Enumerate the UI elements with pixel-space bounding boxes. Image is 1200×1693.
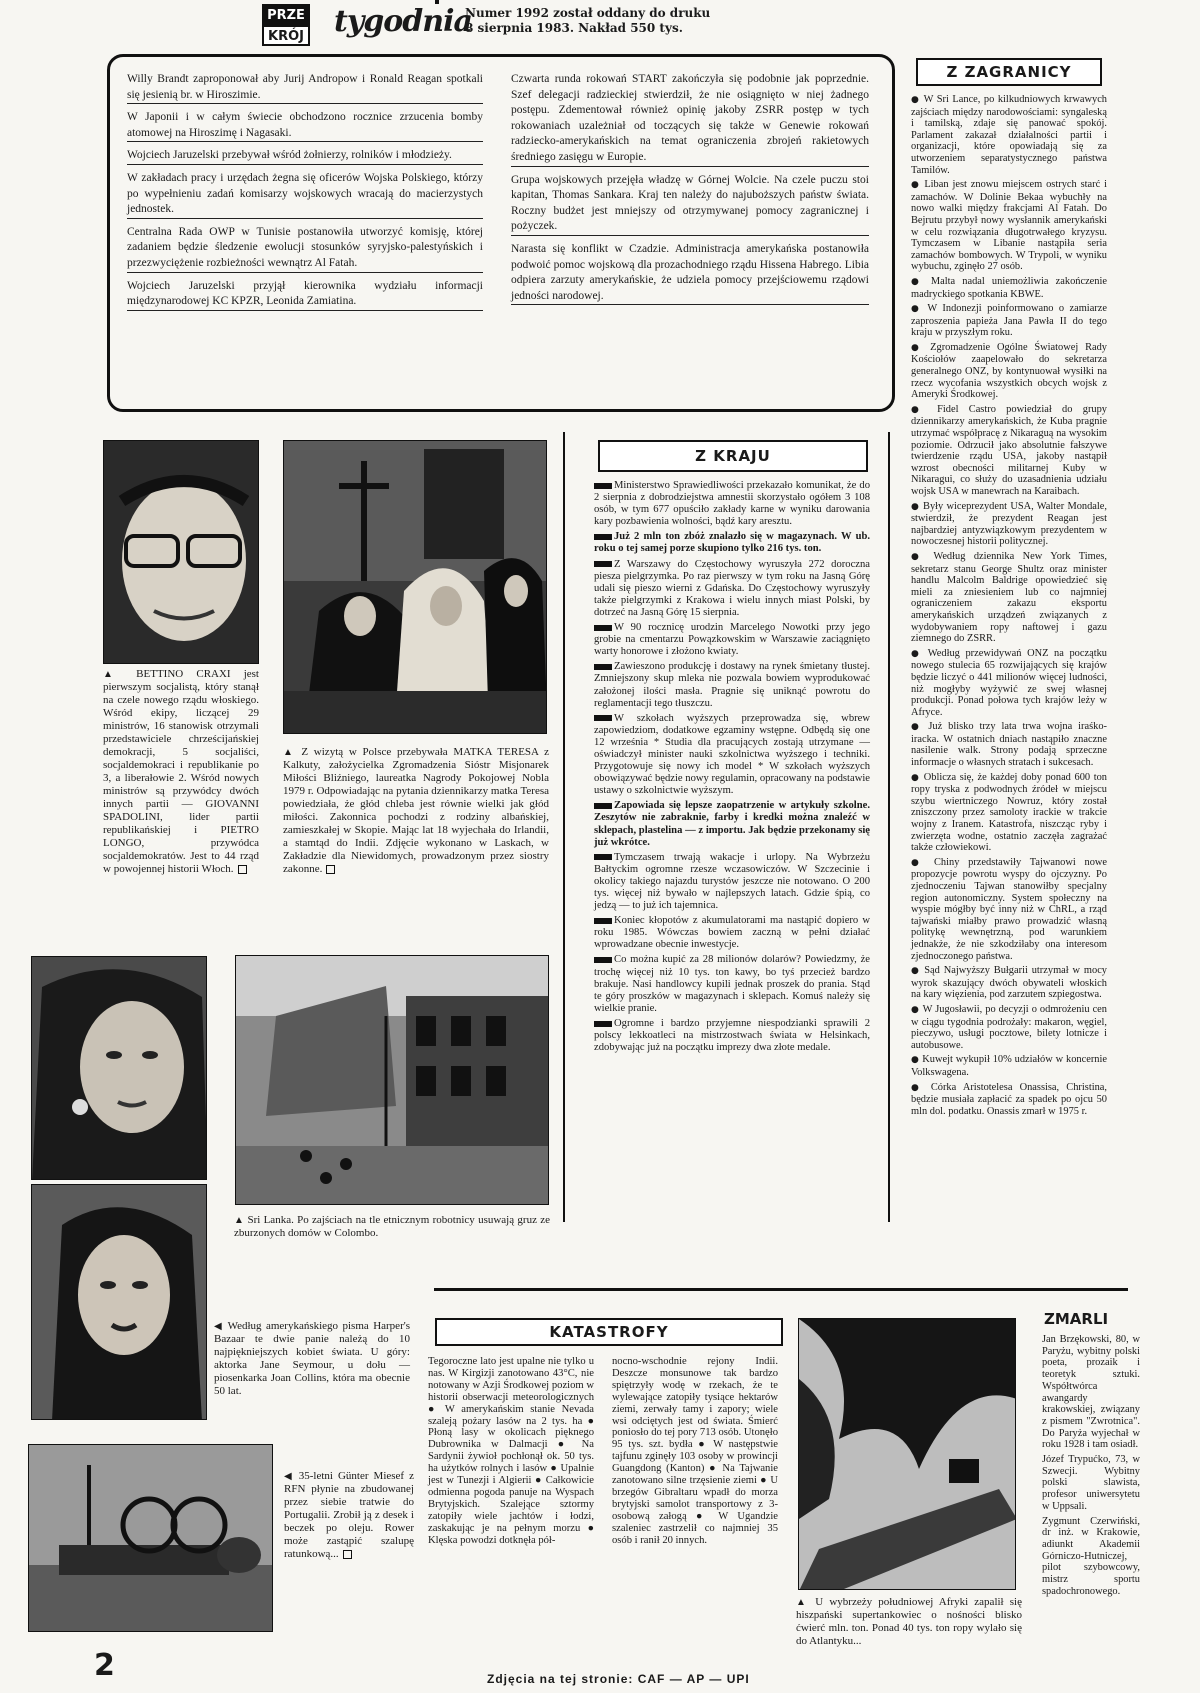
- news-item: Centralna Rada OWP w Tunisie postanowiła utworzyć komisję, której zadaniem będzie śledzenie ewolucji stosunków syryjsko-palestyńskich i przezwyciężenie rozbieżności wewnątrz Al Fatah.: [127, 225, 483, 273]
- bullet-icon: ●: [911, 1004, 923, 1015]
- zagranicy-item: ● Fidel Castro powiedział do grupy dziennikarzy amerykańskich, że Kuba pragnie utrzymać współpracę z Nikaraguą na wysokim poziomie. Odrzucił jako absolutnie fałszywe twierdzenie rządu USA, jakoby nastąpił wzrost obecności militarnej Kuby w Nikaragui, co służy do uzasadnienia udziału wojsk USA w manewrach na Karaibach.: [911, 403, 1107, 497]
- przekroj-logo: [262, 4, 310, 46]
- issue-info: [465, 6, 710, 36]
- zkraju-item: W szkołach wyższych przeprowadza się, wbrew zapowiedziom, dodatkowe egzaminy wstępne. Odbędą się one 12 września * Studia dla pracujących zostają utrzymane — oświadczył minister nauki szkolnictwa wyższego i techniki. Przygotowuje się nowy ich model * W szkołach wyższych obowiązywać będzie nowy regulamin, opracowany na podstawie ustawy o szkolnictwie wyższym.: [594, 712, 870, 797]
- masthead-title: tygodnia: [334, 4, 472, 39]
- section-header-zagranicy: Z ZAGRANICY: [916, 58, 1102, 86]
- zagranicy-item: ● Liban jest znowu miejscem ostrych starć i zamachów. W Dolinie Bekaa wybuchły na nowo walki między frakcjami Al Fatah. Do Bejrutu przybył nowy wysłannik amerykański w celu rozwiązania długotrwałego kryzysu. Tymczasem w Libanie nastąpiła seria zamachów bombowych. W Trypoli, w wyniku wybuchu, zginęło 27 osób.: [911, 179, 1107, 273]
- zagranicy-item: ● Malta nadal uniemożliwia zakończenie madryckiego spotkania KBWE.: [911, 275, 1107, 300]
- zkraju-item: Koniec kłopotów z akumulatorami ma nastąpić dopiero w roku 1985. Wówczas bowiem zaczną w pełni działać wprowadzane obecnie inwestycje.: [594, 915, 870, 951]
- bullet-icon: ●: [911, 95, 924, 105]
- obituary-item: Zygmunt Czerwiński, dr inż. w Krakowie, adiunkt Akademii Górniczo-Hutniczej, pilot szybowcowy, mistrz sportu spadochronowego.: [1042, 1515, 1140, 1597]
- zkraju-item: Zawieszono produkcję i dostawy na rynek śmietany tłustej. Zmniejszony skup mleka nie pozwala bowiem wyprodukować założonej ilości masła. Pragnie się uniknąć powrotu do reglamentacji tego tłuszczu.: [594, 661, 870, 709]
- triangle-icon: ◀: [214, 1321, 228, 1332]
- caption-tanker: ▲ U wybrzeży południowej Afryki zapalił się hiszpański supertankowiec o nośności blisko ćwierć mln. ton. Ponad 40 tys. ton ropy wylało się do Atlantyku...: [796, 1596, 1022, 1647]
- column-divider: [563, 432, 565, 1222]
- katastrofy-col2: nocno-wschodnie rejony Indii. Deszcze monsunowe tak bardzo spiętrzyły wodę w rzekach, że te wylewające zatopiły tysiące hektarów ziemi, zerwały tamy i zapory; wiele wsi odciętych jest od świata. Śmierć poniosło do tej pory 713 osób. Utonęło 95 tys. szt. bydła ● W następstwie tajfunu zginęły 103 osoby w prowincji Guangdong (Kanton) ● Na Tajwanie zanotowano silne trzęsienie ziemi ● U brzegów Gibraltaru wpadł do morza brytyjski samolot transportowy z 3-osobową załogą ● W Ugandzie szaleniec zastrzelił co najmniej 35 osób i ranił 20 innych.: [612, 1356, 778, 1546]
- photo-matka-teresa: [283, 440, 547, 734]
- zagranicy-column: [911, 94, 1107, 1120]
- page-number: 2: [94, 1648, 115, 1683]
- triangle-icon: ▲: [796, 1597, 816, 1608]
- bullet-icon: ●: [911, 342, 931, 353]
- zagranicy-item: ● Były wiceprezydent USA, Walter Mondale, stwierdził, że prezydent Reagan jest najbardziej antyzwiązkowym prezydentem w nowoczesnej historii politycznej.: [911, 500, 1107, 548]
- zkraju-item: Już 2 mln ton zbóż znalazło się w magazynach. W ub. roku o tej samej porze skupiono tylko 216 tys. ton.: [594, 531, 870, 555]
- news-item: Czwarta runda rokowań START zakończyła się podobnie jak poprzednie. Szef delegacji radzieckiej stwierdził, że nie osiągnięto w niej żadnego postępu. Zdementował również opinię jakoby ZSRR postęp w tych rokowaniach uzależniał od toczących się także w Genewie rokowań radziecko-amerykańskich na temat ograniczenia zbrojeń rakietowych średniego zasięgu w Europie.: [511, 72, 869, 167]
- bullet-icon: ●: [911, 1055, 923, 1066]
- photo-jane-seymour: [31, 956, 207, 1180]
- issue-info-line2: 8 sierpnia 1983. Nakład 550 tys.: [465, 21, 683, 35]
- zkraju-item: W 90 rocznicę urodzin Marcelego Nowotki przy jego grobie na cmentarzu Powązkowskim w Warszawie zaciągnięto warty honorowe i złożono kwiaty.: [594, 622, 870, 658]
- news-item: Wojciech Jaruzelski przyjął kierownika wydziału informacji międzynarodowej KC KPZR, Leonida Zamiatina.: [127, 279, 483, 311]
- obituary-item: Józef Trypućko, 73, w Szwecji. Wybitny polski slawista, profesor uniwersytetu w Uppsali.: [1042, 1454, 1140, 1512]
- bar-marker-icon: [594, 918, 612, 924]
- katastrofy-col1: Tegoroczne lato jest upalne nie tylko u nas. W Kirgizji zanotowano 43°C, nie notowany w Azji Środkowej poziom w historii obserwacji meteorologicznych ● W amerykańskim stanie Nevada szaleją pożary lasów na 2 tys. ha ● Płoną lasy w okolicach pięknego Dubrownika w Dalmacji ● Na Sardynii żywioł pochłonął ok. 50 tys. ha użytków rolnych i lasów ● Upalnie jest w Tunezji i Algierii ● Całkowicie odmienna pogoda panuje na Wyspach Brytyjskich. Szalejące sztormy zatopiły wiele jachtów i łodzi, zaskakując je na pełnym morzu ● Klęska powodzi dotknęła pół-: [428, 1356, 594, 1546]
- section-header-zkraju: Z KRAJU: [598, 440, 868, 472]
- photo-sri-lanka: [235, 955, 549, 1205]
- news-item: Willy Brandt zaproponował aby Jurij Andropow i Ronald Reagan spotkali się jesienią br. w Hiroszimie.: [127, 72, 483, 104]
- bullet-icon: ●: [911, 404, 938, 415]
- zkraju-item: Ogromne i bardzo przyjemne niespodzianki sprawili 2 polscy lekkoatleci na mistrzostwach świata w Helsinkach, zdobywając już na początku imprezy dwa złote medale.: [594, 1017, 870, 1054]
- news-summary-right: [511, 72, 869, 305]
- news-summary-left: [127, 72, 483, 311]
- caption-teresa: ▲ Z wizytą w Polsce przebywała MATKA TERESA z Kalkuty, założycielka Zgromadzenia Sióstr Misjonarek Miłości Bliźniego, laureatka Nagrody Pokojowej Nobla 1979 r. Odpowiadając na pytania dziennikarzy matka Teresa powiedziała, że głód chleba jest równie wielki jak głód miłości. Zakonnica pochodzi z rodziny albańskiej, zamieszkałej w Skopie. Mając lat 18 wyjechała do Irlandii, a stamtąd do Indii. Zdjęcie wykonano w Laskach, w Zakładzie dla Niewidomych, prowadzonym przez siostry zakonne.: [283, 746, 549, 875]
- triangle-icon: ▲: [103, 669, 137, 680]
- zagranicy-item: ● Już blisko trzy lata trwa wojna iraśko-iracka. W ostatnich dniach nastąpiło znaczne nasilenie walk. Strony podają sprzeczne informacje o własnych stratach i sukcesach.: [911, 721, 1107, 769]
- triangle-icon: ▲: [234, 1215, 248, 1226]
- end-mark-icon: [326, 865, 335, 874]
- news-item: Grupa wojskowych przejęła władzę w Górnej Wolcie. Na czele puczu stoi kapitan, Thomas Sankara. Kraj ten należy do najuboższych państw świata. Roczny budżet jest mniejszy od otrzymywanej pomocy zagranicznej i pożyczek.: [511, 173, 869, 236]
- zagranicy-item: ● W Sri Lance, po kilkudniowych krwawych zajściach między narodowościami: syngaleską i tamilską, zdaje się panować spokój. Parlament zakazał działalności partii i organizacji, które opowiadają się za utworzeniem separatystycznego państwa Tamilów.: [911, 94, 1107, 176]
- bar-marker-icon: [594, 561, 612, 567]
- logo-line2: KRÓJ: [268, 29, 304, 44]
- bar-marker-icon: [594, 483, 612, 489]
- zagranicy-item: ● Według przewidywań ONZ na początku nowego stulecia 65 rozwijających się krajów będzie liczyć o 441 milionów więcej ludności, niż mogłyby wyżywić ze swej własnej produkcji. Ponad połowa tych krajów leży w Afryce.: [911, 647, 1107, 718]
- bar-marker-icon: [594, 664, 612, 670]
- section-header-katastrofy: KATASTROFY: [435, 1318, 783, 1346]
- bullet-icon: ●: [911, 966, 925, 977]
- photo-tanker-fire: [798, 1318, 1016, 1590]
- section-header-zmarli: ZMARLI: [1044, 1310, 1109, 1328]
- zagranicy-item: ● Kuwejt wykupił 10% udziałów w koncernie Volkswagena.: [911, 1054, 1107, 1078]
- photo-credits: Zdjęcia na tej stronie: CAF — AP — UPI: [487, 1672, 750, 1686]
- bar-marker-icon: [594, 625, 612, 631]
- logo-line1: PRZE: [264, 6, 308, 27]
- bullet-icon: ●: [911, 772, 924, 783]
- zkraju-item: Zapowiada się lepsze zaopatrzenie w artykuły szkolne. Zeszytów nie zabraknie, farby i kredki można znaleźć w sklepach, plastelina — z importu. Jak będzie przekonamy się już wkrótce.: [594, 800, 870, 848]
- news-item: W Japonii i w całym świecie obchodzono rocznice zrzucenia bomby atomowej na Hiroszimę i Nagasaki.: [127, 110, 483, 142]
- news-item: Wojciech Jaruzelski przebywał wśród żołnierzy, rolników i młodzieży.: [127, 148, 483, 165]
- zmarli-column: [1042, 1334, 1140, 1600]
- caption-sri-lanka: ▲ Sri Lanka. Po zajściach na tle etnicznym robotnicy usuwają gruz ze zburzonych domów w Colombo.: [234, 1214, 550, 1239]
- bar-marker-icon: [594, 1021, 612, 1027]
- bullet-icon: ●: [911, 722, 929, 733]
- spacer: [435, 0, 439, 4]
- zagranicy-item: ● Oblicza się, że każdej doby ponad 600 ton ropy tryska z podwodnych źródeł w miejscu szybu wiertniczego Nowruz, który został zniszczony przez samoloty irackie w trakcie wojny z Iranem. Katastrofa, niszcząc ryby i zwierzęta wodne, ostatnio zaczęła zagrażać także człowiekowi.: [911, 771, 1107, 854]
- zagranicy-item: ● Sąd Najwyższy Bułgarii utrzymał w mocy wyrok skazujący dwóch obywateli włoskich na kary więzienia, pod zarzutem szpiegostwa.: [911, 965, 1107, 1001]
- bullet-icon: ●: [911, 501, 924, 512]
- photo-joan-collins: [31, 1184, 207, 1420]
- news-item: W zakładach pracy i urzędach żegna się oficerów Wojska Polskiego, którzy po wypełnieniu zadań komisarzy wojskowych wracają do macierzystych jednostek.: [127, 171, 483, 219]
- triangle-icon: ▲: [283, 747, 302, 758]
- zagranicy-item: ● Córka Aristotelesa Onassisa, Christina, będzie musiała zapłacić za spadek po ojcu 50 mln dol. podatku. Onassis zmarł w 1975 r.: [911, 1081, 1107, 1117]
- photo-raft-miesef: [28, 1444, 273, 1632]
- triangle-icon: ◀: [284, 1471, 299, 1482]
- bar-marker-icon: [594, 854, 612, 860]
- column-divider: [888, 432, 890, 1222]
- caption-harpers: ◀ Według amerykańskiego pisma Harper's Bazaar te dwie panie należą do 10 najpiękniejszych kobiet świata. U góry: aktorka Jane Seymour, u dołu — piosenkarka Joan Collins, która ma obecnie 50 lat.: [214, 1320, 410, 1397]
- photo-bettino-craxi: [103, 440, 259, 664]
- end-mark-icon: [343, 1550, 352, 1559]
- bar-marker-icon: [594, 803, 612, 809]
- news-item: Narasta się konflikt w Czadzie. Administracja amerykańska postanowiła podwoić pomoc wojskową dla prozachodniego rządu Hissena Habrego. Libia odpiera zarzuty amerykańskie, że udziela pomocy przejściowemu rządowi jedności narodowej.: [511, 242, 869, 305]
- zkraju-item: Co można kupić za 28 milionów dolarów? Powiedzmy, że trochę więcej niż 10 tys. ton kawy, bo tyś przecież bardzo brakuje. Nasi handlowcy kupili jednak proszek do prania. Stąd te góry proszków w magazynach i sklepach. Komuś należy się wielkie pranie.: [594, 954, 870, 1014]
- obituary-item: Jan Brzękowski, 80, w Paryżu, wybitny polski poeta, prozaik i teoretyk sztuki. Współtwórca awangardy krakowskiej, związany z pismem "Zwrotnica". Do Paryża wyjechał w roku 1928 i tam osiadł.: [1042, 1334, 1140, 1451]
- caption-miesef: ◀ 35-letni Günter Miesef z RFN płynie na zbudowanej przez siebie tratwie do Portugalii. Zrobił ją z desek i beczek po oleju. Rower może zastąpić szalupę ratunkową...: [284, 1470, 414, 1560]
- zkraju-item: Z Warszawy do Częstochowy wyruszyła 272 doroczna piesza pielgrzymka. Po raz pierwszy w tym roku na Jasną Górę udali się pieszo wierni z Gdańska. Do Częstochowy wyruszyły także pielgrzymki z Krakowa i wielu innych miast Polski, by dotrzeć na Jasną Górę 15 sierpnia.: [594, 558, 870, 618]
- bullet-icon: ●: [911, 648, 928, 659]
- bullet-icon: ●: [911, 276, 931, 287]
- zagranicy-item: ● Chiny przedstawiły Tajwanowi nowe propozycje powrotu wyspy do ojczyzny. Po zjednoczeniu Tajwan stanowiłby specjalny region autonomiczny. System społeczny na wyspie mógłby być inny niż w ChRL, a rząd tajwański miałby prawo prowadzić własną politykę wewnętrzną, pod warunkiem jednakże, że nie szkodziłaby ona interesom zjednoczonego państwa.: [911, 856, 1107, 962]
- bar-marker-icon: [594, 715, 612, 721]
- bullet-icon: ●: [911, 180, 925, 191]
- bullet-icon: ●: [911, 857, 934, 868]
- zagranicy-item: ● W Indonezji poinformowano o zamiarze zaproszenia papieża Jana Pawła II do tego kraju w przyszłym roku.: [911, 303, 1107, 339]
- zkraju-item: Ministerstwo Sprawiedliwości przekazało komunikat, że do 2 sierpnia z dobrodziejstwa amnestii skorzystało ogółem 3 108 osób, w tym 677 opuściło zakłady karne w wyniku darowania kary pozbawienia wolności, bądź kary aresztu.: [594, 480, 870, 528]
- bullet-icon: ●: [911, 1082, 931, 1093]
- bullet-icon: ●: [911, 304, 928, 315]
- bar-marker-icon: [594, 534, 612, 540]
- zkraju-item: Tymczasem trwają wakacje i urlopy. Na Wybrzeżu Bałtyckim ogromne rzesze wczasowiczów. W Szczecinie i okolicy takiego najazdu turystów jeszcze nie notowano. O 200 tys. więcej niż bywało w najlepszych latach. Gdzie śpią, co jedzą — to już ich tajemnica.: [594, 851, 870, 912]
- end-mark-icon: [238, 865, 247, 874]
- zkraju-column: [594, 480, 870, 1057]
- bullet-icon: ●: [911, 551, 934, 562]
- bar-marker-icon: [594, 957, 612, 963]
- zagranicy-item: ● W Jugosławii, po decyzji o odmrożeniu cen w ciągu tygodnia podrożały: makaron, węgiel, pieczywo, usługi pocztowe, bilety lotnicze i autobusowe.: [911, 1003, 1107, 1051]
- caption-craxi: ▲ BETTINO CRAXI jest pierwszym socjalistą, który stanął na czele nowego rządu włoskiego. Wśród ekipy, liczącej 29 ministrów, 16 stanowisk otrzymali przedstawiciele chrześcijańskiej demokracji, 5 socjaliści, socjaldemokraci i republikanie po 3, a liberałowie 2. Wśród nowych ministrów są przywódcy dwóch innych partii — GIOVANNI SPADOLINI, lider partii republikańskiej i PIETRO LONGO, przywódca socjaldemokratów. Jest to 44 rząd w powojennej historii Włoch.: [103, 668, 259, 875]
- section-divider: [434, 1288, 1128, 1291]
- issue-info-line1: Numer 1992 został oddany do druku: [465, 6, 711, 20]
- zagranicy-item: ● Według dziennika New York Times, sekretarz stanu George Shultz oraz minister handlu Malcolm Baldrige opowiedzieć się mieli za zniesieniem lub co najmniej ograniczeniem zakazu eksportu amerykańskich urządzeń związanych z wydobywaniem ropy naftowej i gazu ziemnego do ZSRR.: [911, 550, 1107, 645]
- zagranicy-item: ● Zgromadzenie Ogólne Światowej Rady Kościołów zaapelowało do sekretarza generalnego ONZ, by kontynuował wysiłki na rzecz wycofania wszystkich obcych wojsk z Ameryki Środkowej.: [911, 341, 1107, 401]
